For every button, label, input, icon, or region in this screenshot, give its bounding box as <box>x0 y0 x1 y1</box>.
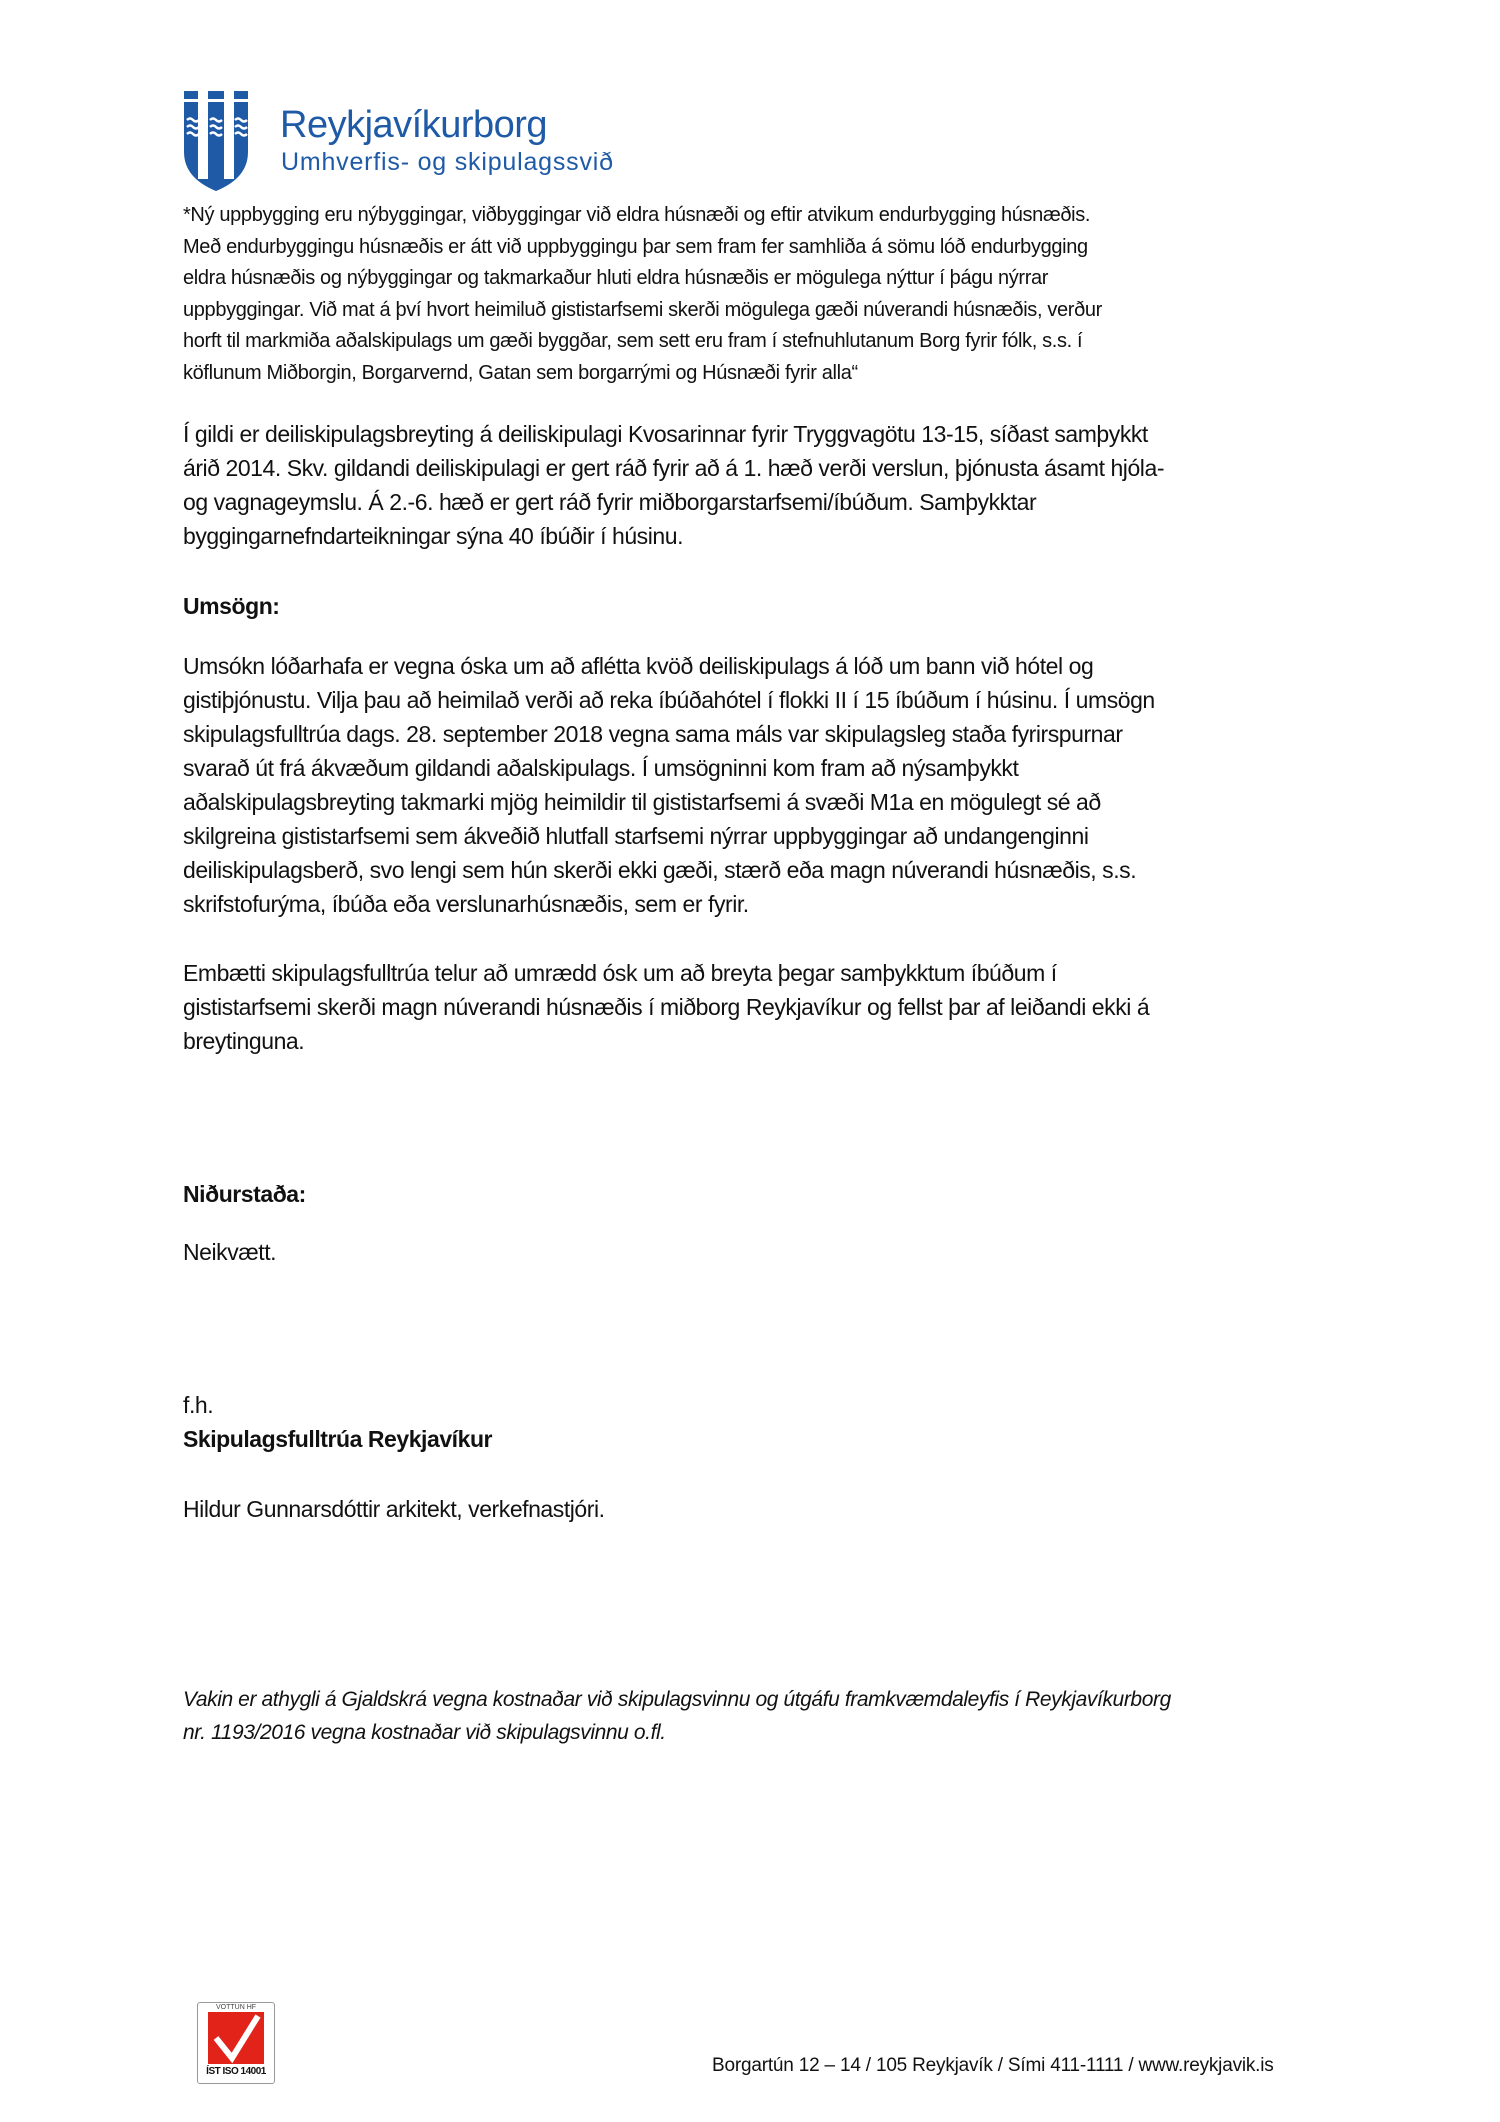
paragraph-application <box>183 649 1155 921</box>
text-line: skipulagsfulltrúa dags. 28. september 2018 vegna sama máls var skipulagsleg staða fyrirspurnar <box>183 721 1123 747</box>
signature-name: Hildur Gunnarsdóttir arkitekt, verkefnastjóri. <box>183 1496 605 1522</box>
text-line: og vagnageymslu. Á 2.-6. hæð er gert ráð fyrir miðborgarstarfsemi/íbúðum. Samþykktar <box>183 489 1037 515</box>
text-line: byggingarnefndarteikningar sýna 40 íbúðir í húsinu. <box>183 523 684 549</box>
signature-office: Skipulagsfulltrúa Reykjavíkur <box>183 1426 493 1452</box>
heading-umsogn: Umsögn: <box>183 593 280 619</box>
text-line: Vakin er athygli á Gjaldskrá vegna kostnaðar við skipulagsvinnu og útgáfu framkvæmdaleyfis í Reykjavíkurborg <box>183 1688 1171 1711</box>
cert-bottom-label: ÍST ISO 14001 <box>206 2066 266 2077</box>
footer-address: Borgartún 12 – 14 / 105 Reykjavík / Sími 411-1111 / www.reykjavik.is <box>712 2055 1274 2076</box>
text-line: skilgreina gististarfsemi sem ákveðið hlutfall starfsemi nýrrar uppbyggingar að undangenginni <box>183 823 1089 849</box>
cert-top-label: VOTTUN HF <box>215 2004 257 2011</box>
iso-certification-logo <box>197 2002 275 2084</box>
text-line: horft til markmiða aðalskipulags um gæði byggðar, sem sett eru fram í stefnuhlutanum Borg fyrir fólk, s.s. í <box>183 330 1083 352</box>
checkmark-icon <box>208 2012 264 2064</box>
text-line: *Ný uppbygging eru nýbyggingar, viðbyggingar við eldra húsnæði og eftir atvikum endurbygging húsnæðis. <box>183 204 1091 226</box>
text-line: aðalskipulagsbreyting takmarki mjög heimildir til gististarfsemi á svæði M1a en mögulegt sé að <box>183 789 1101 815</box>
text-line: skrifstofurýma, íbúða eða verslunarhúsnæðis, sem er fyrir. <box>183 891 749 917</box>
org-name: Reykjavíkurborg <box>280 104 548 146</box>
text-line: svarað út frá ákvæðum gildandi aðalskipulags. Í umsögninni kom fram að nýsamþykkt <box>183 755 1019 781</box>
text-line: Embætti skipulagsfulltrúa telur að umrædd ósk um að breyta þegar samþykktum íbúðum í <box>183 960 1057 986</box>
text-line: Í gildi er deiliskipulagsbreyting á deiliskipulagi Kvosarinnar fyrir Tryggvagötu 13-15, síðast samþykkt <box>183 421 1148 447</box>
text-line: Með endurbyggingu húsnæðis er átt við uppbyggingu þar sem fram fer samhliða á sömu lóð endurbygging <box>183 235 1088 258</box>
signature-fh: f.h. <box>183 1392 214 1418</box>
heading-nidurstada: Niðurstaða: <box>183 1181 306 1207</box>
department-name: Umhverfis- og skipulagssvið <box>281 148 614 176</box>
text-line: köflunum Miðborgin, Borgarvernd, Gatan sem borgarrými og Húsnæði fyrir alla“ <box>183 361 858 384</box>
text-line: árið 2014. Skv. gildandi deiliskipulagi er gert ráð fyrir að á 1. hæð verði verslun, þjónusta ásamt hjóla- <box>183 455 1165 481</box>
text-line: eldra húsnæðis og nýbyggingar og takmarkaður hluti eldra húsnæðis er mögulega nýttur í þágu nýrrar <box>183 267 1049 289</box>
text-line: deiliskipulagsberð, svo lengi sem hún skerði ekki gæði, stærð eða magn núverandi húsnæðis, s.s. <box>183 857 1137 883</box>
fee-disclaimer <box>183 1683 1171 1749</box>
result-value: Neikvætt. <box>183 1239 277 1265</box>
text-line: nr. 1193/2016 vegna kostnaðar við skipulagsvinnu o.fl. <box>183 1721 666 1744</box>
text-line: breytinguna. <box>183 1028 305 1054</box>
paragraph-conclusion-reasoning <box>183 956 1149 1058</box>
footnote-paragraph <box>183 200 1102 389</box>
paragraph-current-plan <box>183 417 1164 553</box>
text-line: Umsókn lóðarhafa er vegna óska um að aflétta kvöð deiliskipulags á lóð um bann við hótel og <box>183 653 1094 679</box>
coat-of-arms-logo <box>183 90 249 192</box>
text-line: gististarfsemi skerði magn núverandi húsnæðis í miðborg Reykjavíkur og fellst þar af leiðandi ekki á <box>183 994 1150 1020</box>
text-line: uppbyggingar. Við mat á því hvort heimiluð gististarfsemi skerði mögulega gæði núverandi húsnæðis, verður <box>183 298 1102 321</box>
text-line: gistiþjónustu. Vilja þau að heimilað verði að reka íbúðahótel í flokki II í 15 íbúðum í húsinu. Í umsögn <box>183 687 1155 713</box>
